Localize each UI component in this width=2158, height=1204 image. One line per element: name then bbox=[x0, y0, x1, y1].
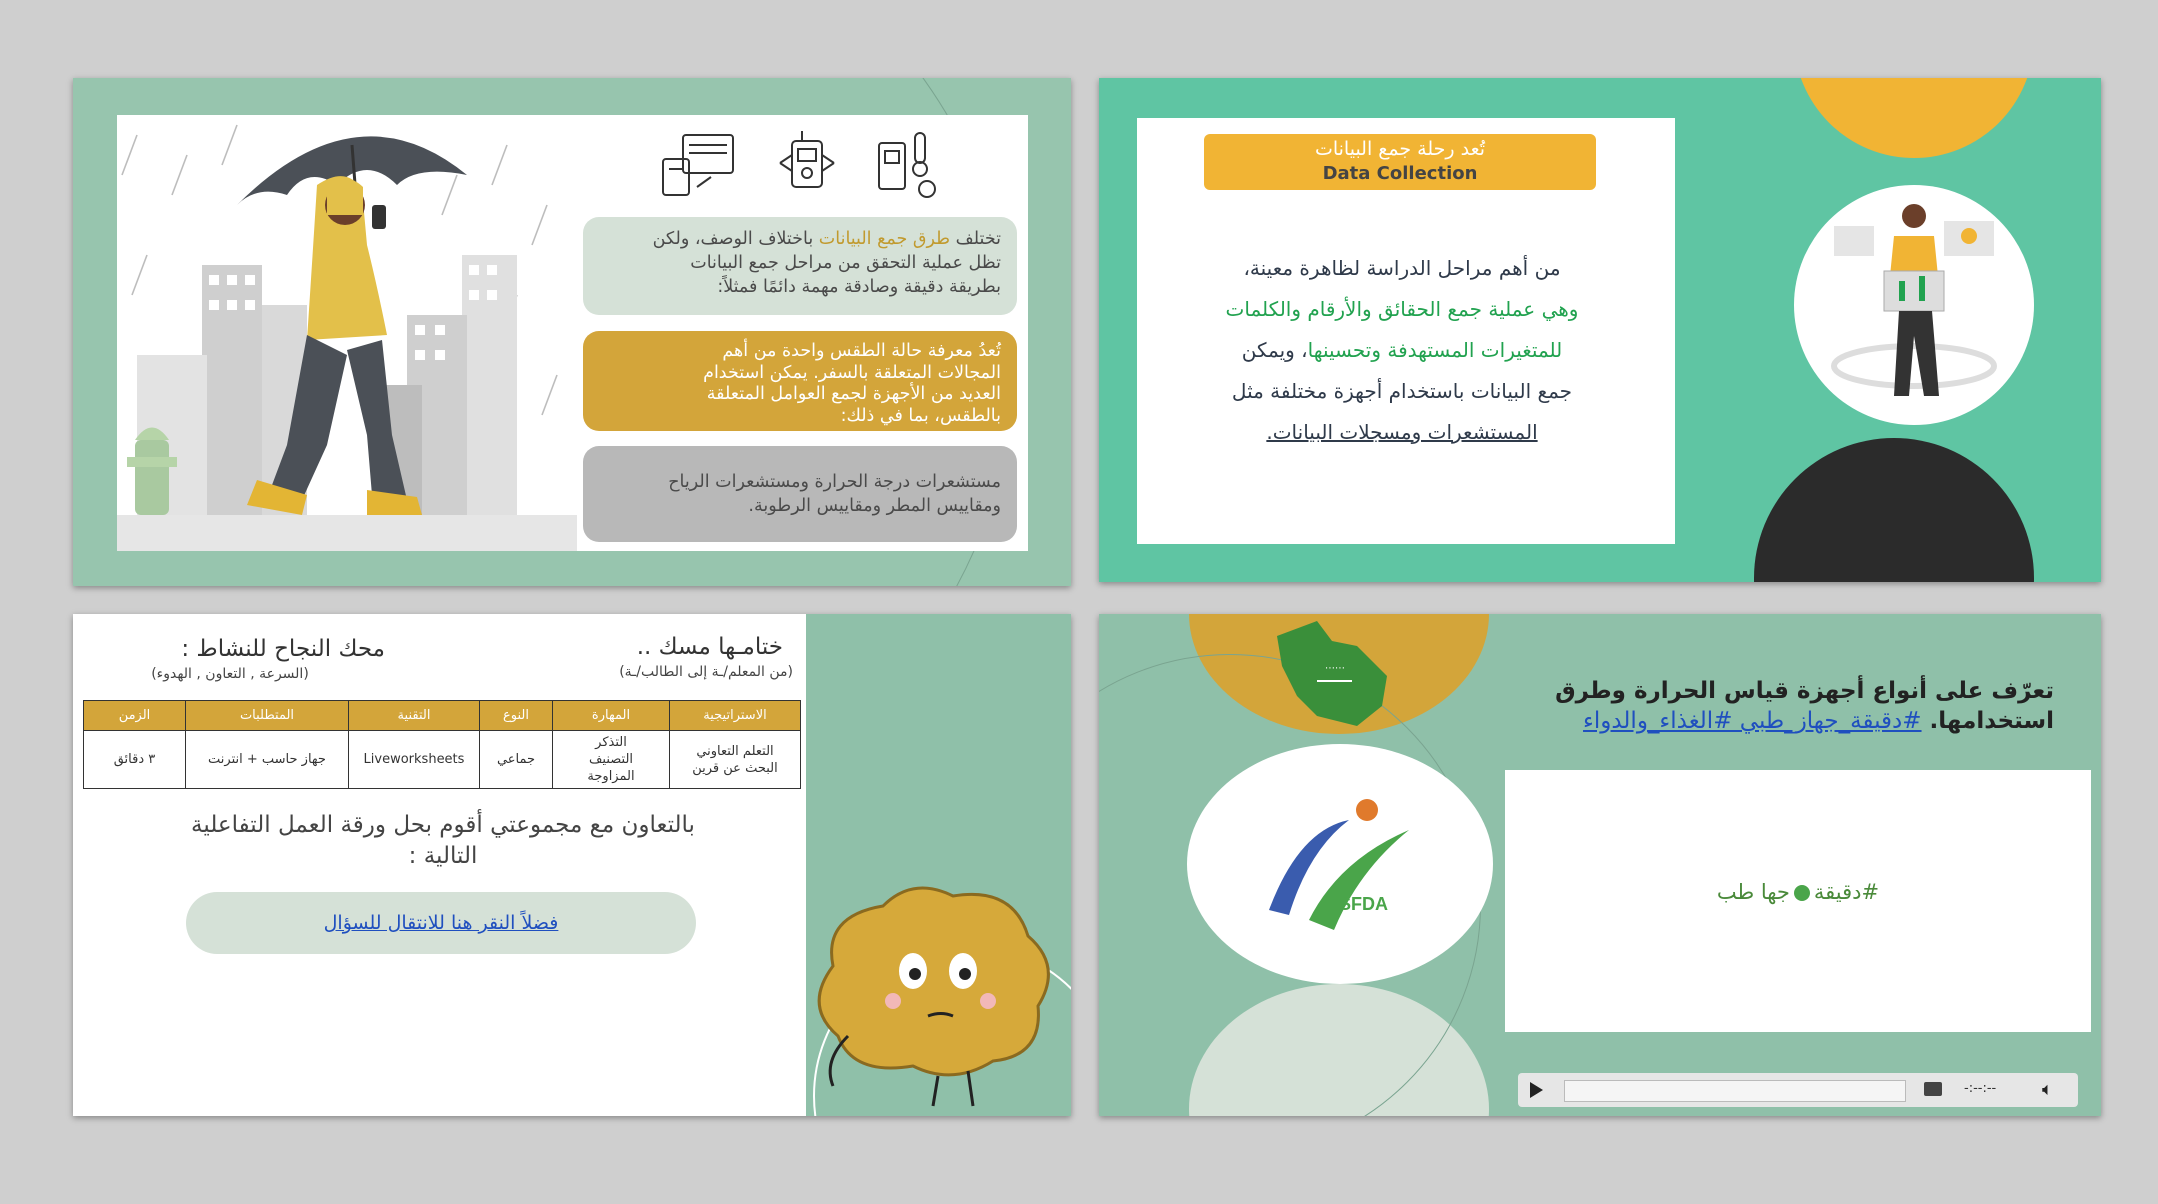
table-header: المهارة bbox=[553, 701, 670, 731]
sensor-icon bbox=[772, 127, 842, 201]
sfda-logo-circle bbox=[1187, 744, 1493, 984]
thermometer-icon bbox=[875, 129, 941, 201]
clock-icon bbox=[1794, 885, 1810, 901]
slide4-heading: تعرّف على أنواع أجهزة قياس الحرارة وطرق استخدامها. #دقيقة_جهاز_طبي #الغذاء_والدواء bbox=[1555, 678, 2054, 734]
closing-sub: (من المعلم/ـة إلى الطالب/ـة) bbox=[619, 664, 793, 680]
svg-text:⋯⋯: ⋯⋯ bbox=[1325, 663, 1345, 674]
video-caption: #دقيقةجها طب bbox=[1716, 880, 1880, 904]
table-header: الاستراتيجية bbox=[670, 701, 801, 731]
slide1-card bbox=[117, 115, 1028, 551]
highlight-text: طرق جمع البيانات bbox=[818, 229, 951, 249]
video-controls bbox=[1518, 1073, 2078, 1107]
table-header: الزمن bbox=[84, 701, 186, 731]
svg-text:SFDA: SFDA bbox=[1339, 894, 1388, 914]
success-criteria-sub: (السرعة , التعاون , الهدوء) bbox=[151, 666, 309, 682]
info-box-data-methods: تختلف طرق جمع البيانات باختلاف الوصف، ولكن تظل عملية التحقق من مراحل جمع البيانات بطريقة دقيقة وصادقة مهمة دائمًا فمثلاً: bbox=[583, 217, 1017, 315]
question-link-button[interactable]: فضلاً النقر هنا للانتقال للسؤال bbox=[186, 892, 696, 954]
data-logger-icon bbox=[659, 131, 737, 199]
person-umbrella-rain-illustration bbox=[117, 115, 577, 551]
slide-data-collection[interactable] bbox=[1099, 78, 2101, 582]
success-criteria-title: محك النجاح للنشاط : bbox=[181, 636, 385, 662]
volume-icon[interactable]: 🔈︎ bbox=[2042, 1079, 2053, 1100]
hashtag-link[interactable]: #دقيقة_جهاز_طبي #الغذاء_والدواء bbox=[1583, 708, 1922, 734]
table-header: النوع bbox=[480, 701, 553, 731]
sfda-logo-icon bbox=[1249, 790, 1429, 940]
time-display: -:--:-- bbox=[1964, 1081, 1997, 1096]
video-progress-bar[interactable] bbox=[1564, 1080, 1906, 1102]
slide-weather-data[interactable] bbox=[73, 78, 1071, 586]
video-frame[interactable] bbox=[1505, 770, 2091, 1032]
instruction-text: بالتعاون مع مجموعتي أقوم بحل ورقة العمل التفاعلية التالية : bbox=[191, 812, 695, 869]
person-dashboard-illustration bbox=[1814, 196, 2014, 426]
decor-circle-mustard bbox=[1794, 78, 2034, 158]
title-banner: تُعد رحلة جمع البيانات Data Collection bbox=[1204, 134, 1596, 190]
closing-title: ختامـها مسك .. bbox=[636, 634, 783, 660]
data-collection-paragraph: من أهم مراحل الدراسة لظاهرة معينة، وهي عملية جمع الحقائق والأرقام والكلمات للمتغيرات المستهدفة وتحسينها، ويمكن جمع البيانات باستخدام أجهزة مختلفة مثل المستشعرات ومسجلات البيانات. bbox=[1225, 256, 1579, 444]
saudi-map-flag-icon bbox=[1257, 616, 1397, 736]
slide2-card bbox=[1137, 118, 1675, 544]
activity-table bbox=[83, 700, 801, 789]
brain-thinking-character-icon bbox=[793, 876, 1071, 1116]
slide-activity[interactable] bbox=[73, 614, 1071, 1116]
info-box-sensors: مستشعرات درجة الحرارة ومستشعرات الرياح ومقاييس المطر ومقاييس الرطوبة. bbox=[583, 446, 1017, 542]
play-icon[interactable] bbox=[1530, 1082, 1543, 1098]
info-box-weather: تُعدُ معرفة حالة الطقس واحدة من أهم المجالات المتعلقة بالسفر. يمكن استخدام العديد من الأجهزة لجمع العوامل المتعلقة بالطقس، بما في ذلك: bbox=[583, 331, 1017, 431]
decor-circle-dark bbox=[1754, 438, 2034, 582]
table-row: التعلم التعاوني البحث عن قرين التذكر التصنيف المزاوجة جماعي Liveworksheets جهاز حاسب + انترنت ٣ دقائق bbox=[84, 731, 801, 789]
slide-thermometers-video[interactable] bbox=[1099, 614, 2101, 1116]
table-header: المتطلبات bbox=[186, 701, 349, 731]
captions-icon[interactable] bbox=[1924, 1082, 1942, 1096]
table-header: التقنية bbox=[349, 701, 480, 731]
